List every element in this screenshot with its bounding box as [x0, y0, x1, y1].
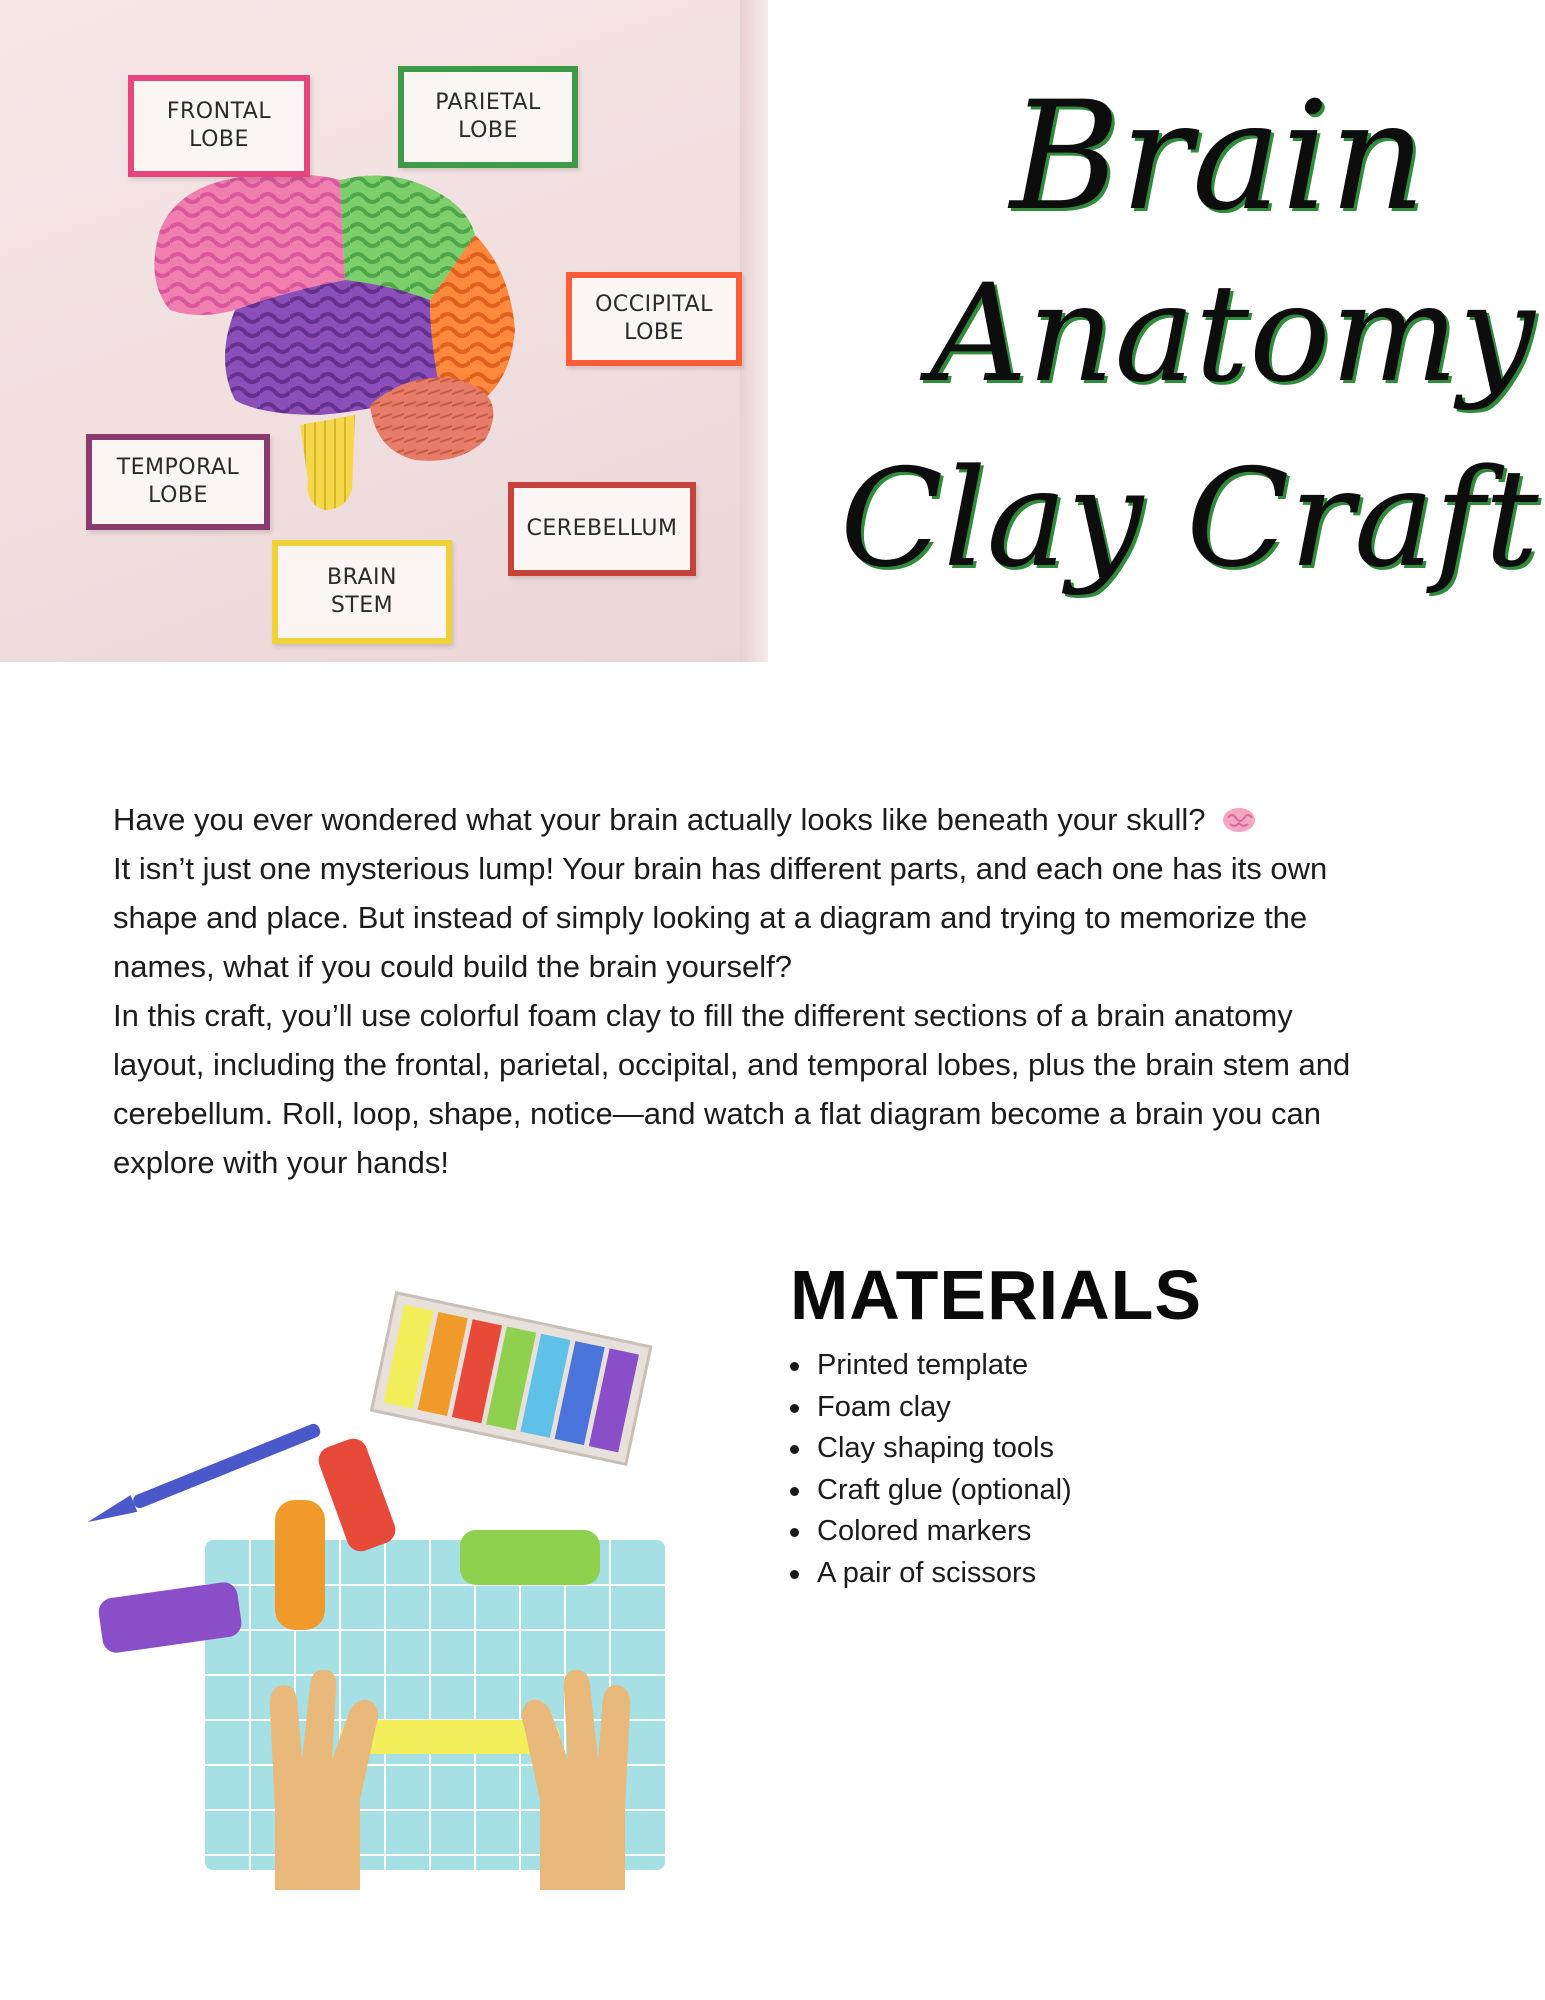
list-item: A pair of scissors [790, 1553, 1072, 1595]
board-edge [740, 0, 768, 662]
intro-paragraph-1: Have you ever wondered what your brain actually looks like beneath your skull? It isn’t just one mysterious lump! Your brain has different parts, and each one has its own shape and place. But instead of simply looking at a diagram and trying to memorize the names, what if you could build the brain yourself? [113, 802, 1328, 984]
materials-heading: MATERIALS [790, 1256, 1203, 1334]
green-clay-piece [460, 1530, 600, 1585]
title-line-brain: Brain [1010, 70, 1426, 244]
label-occipital-lobe: OCCIPITAL LOBE [566, 272, 742, 366]
title-line-clay-craft: Clay Craft [840, 440, 1539, 597]
label-frontal-lobe: FRONTAL LOBE [128, 75, 310, 177]
list-item: Colored markers [790, 1511, 1072, 1553]
title-line-anatomy: Anatomy [930, 255, 1535, 412]
clay-crafting-illustration [70, 1290, 710, 1890]
materials-list [790, 1345, 1072, 1594]
brain-icon [1222, 806, 1256, 834]
page-title [820, 60, 1539, 700]
label-brain-stem: BRAIN STEM [272, 540, 452, 644]
label-temporal-lobe: TEMPORAL LOBE [86, 434, 270, 530]
list-item: Clay shaping tools [790, 1428, 1072, 1470]
list-item: Printed template [790, 1345, 1072, 1387]
intro-paragraph-2: In this craft, you’ll use colorful foam clay to fill the different sections of a brain anatomy layout, including the frontal, parietal, occipital, and temporal lobes, plus the brain stem and cerebellum. Roll, loop, shape, notice—and watch a flat diagram become a brain you can explore with your hands! [113, 998, 1351, 1180]
red-clay-piece [315, 1435, 400, 1555]
list-item: Craft glue (optional) [790, 1470, 1072, 1512]
intro-text [113, 795, 1383, 1187]
label-cerebellum: CEREBELLUM [508, 482, 696, 576]
list-item: Foam clay [790, 1387, 1072, 1429]
clay-box [372, 1293, 651, 1464]
label-parietal-lobe: PARIETAL LOBE [398, 66, 578, 168]
hero-photo [0, 0, 768, 662]
orange-clay-piece [275, 1500, 325, 1630]
brain-stem-clay [300, 415, 355, 510]
